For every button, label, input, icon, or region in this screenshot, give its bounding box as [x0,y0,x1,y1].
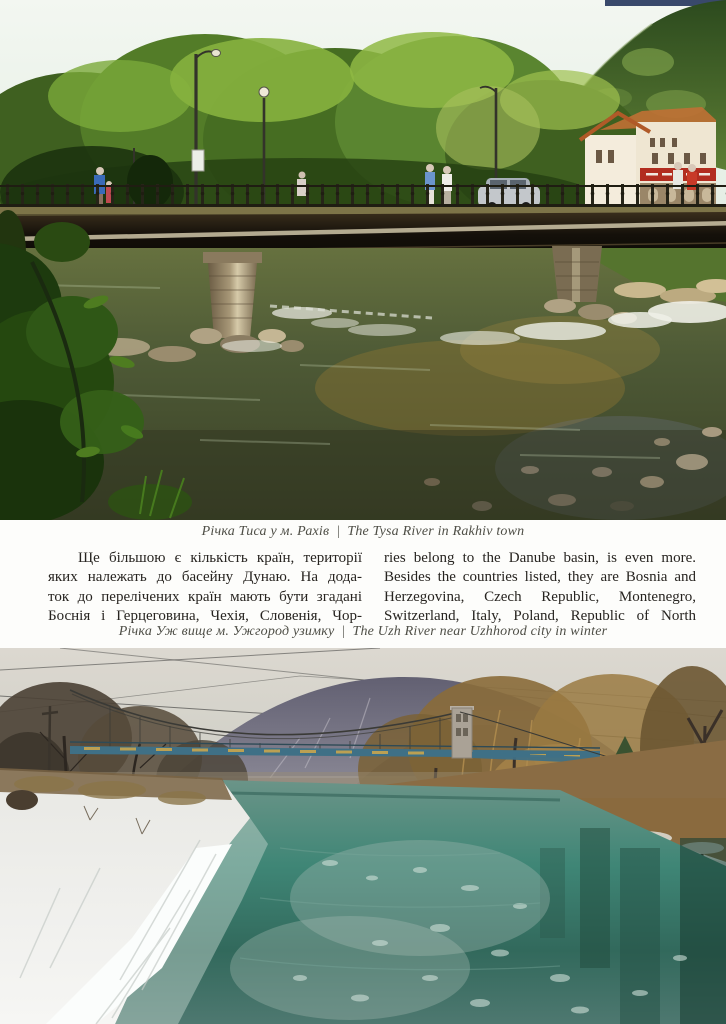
text-line: яких належать до басейну Дунаю. На дода- [48,569,362,586]
text-line: ток до перелічених країн мають бути згадані [48,588,362,605]
caption-tysa-en: The Tysa River in Rakhiv town [347,524,525,539]
caption-uzh-en: The Uzh River near Uzhhorod city in winter [352,624,608,639]
uzh-river-illustration [0,648,726,1024]
caption-divider: | [341,624,346,639]
photo-caption-tysa [0,523,726,541]
text-line: Besides the countries listed, they are Bosnia and [384,569,696,586]
photo-caption-uzh [0,623,726,641]
text-line: Ще більшою є кількість країн, території [78,550,362,566]
text-line: Herzegovina, Czech Republic, Montenegro, [384,588,696,605]
ukrainian-column [48,549,362,627]
english-column [384,549,696,627]
bridge-pier-right [552,246,602,302]
text-line: Switzerland, Italy, Poland, Republic of North [384,608,696,625]
caption-uzh-ua: Річка Уж вище м. Ужгород узимку [118,624,335,639]
uzh-river-photo [0,648,726,1024]
text-line: ries belong to the Danube basin, is even more. [384,550,696,566]
caption-tysa-ua: Річка Тиса у м. Рахів [201,524,330,539]
text-line: Боснія і Герцеговина, Чехія, Словенія, Чор- [48,608,362,625]
caption-divider: | [336,524,341,539]
